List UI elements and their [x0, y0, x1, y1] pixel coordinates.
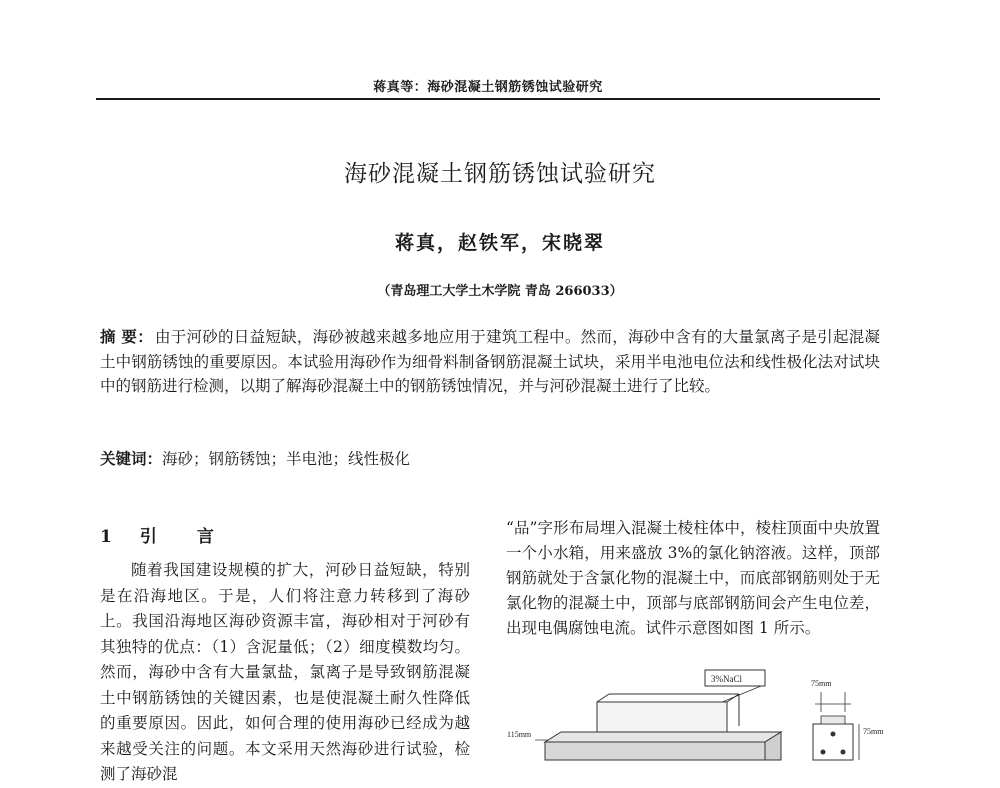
running-header: 蒋真等：海砂混凝土钢筋锈蚀试验研究 [373, 80, 603, 95]
tank-edge [727, 694, 739, 702]
figure-1 [505, 662, 890, 760]
section-title: 引言 [139, 527, 254, 547]
authors: 蒋真，赵铁军，宋晓翠 [394, 232, 605, 254]
rebar-bottom-right [841, 750, 846, 755]
abstract-text: 由于河砂的日益短缺，海砂被越来越多地应用于建筑工程中。然而，海砂中含有的大量氯离子是引起混凝土中钢筋锈蚀的重要原因。本试验用海砂作为细骨料制备钢筋混凝土试块，采用半电池电位法和线性极化法对试块中的钢筋进行检测，以期了解海砂混凝土中的钢筋锈蚀情况，并与河砂混凝土进行了比较。 [100, 328, 880, 395]
keywords-label: 关键词： [100, 449, 163, 468]
dim-left-label: 115mm [507, 730, 532, 739]
rebar-top [831, 732, 836, 737]
prism-front [545, 742, 765, 760]
cross-section [813, 724, 853, 760]
left-column [100, 558, 470, 783]
dim-right-label: 75mm [863, 727, 884, 736]
abstract [100, 325, 880, 399]
dim-top-label: 75mm [811, 679, 832, 688]
keywords [100, 447, 880, 471]
section-number: 1 [100, 527, 112, 547]
water-tank [597, 702, 727, 734]
paper-title: 海砂混凝土钢筋锈蚀试验研究 [344, 161, 656, 187]
specimen-diagram [505, 662, 890, 760]
section-heading [100, 522, 254, 547]
right-column [506, 516, 880, 641]
left-column-paragraph: 随着我国建设规模的扩大，河砂日益短缺，特别是在沿海地区。于是，人们将注意力转移到了海砂上。我国沿海地区海砂资源丰富，海砂相对于河砂有其独特的优点：（1）含泥量低；（2）细度模数均匀。然而，海砂中含有大量氯盐，氯离子是导致钢筋混凝土中钢筋锈蚀的关键因素，也是使混凝土耐久性降低的重要原因。因此，如何合理的使用海砂已经成为越来越受关注的问题。本文采用天然海砂进行试验，检测了海砂混 [100, 561, 470, 783]
keywords-text: 海砂；钢筋锈蚀；半电池；线性极化 [162, 450, 411, 468]
right-column-paragraph: “品”字形布局埋入混凝土棱柱体中，棱柱顶面中央放置一个小水箱，用来盛放 3%的氯化钠溶液。这样，顶部钢筋就处于含氯化物的混凝土中，而底部钢筋则处于无氯化物的混凝土中，顶部与底部钢筋间会产生电位差，出现电偶腐蚀电流。试件示意图如图 1 所示。 [506, 519, 880, 637]
affiliation: （青岛理工大学土木学院 青岛 266033） [377, 284, 623, 299]
header-rule [96, 98, 880, 100]
tank-edge [597, 694, 609, 702]
nacl-label: 3%NaCl [711, 674, 742, 684]
abstract-label: 摘 要： [100, 327, 153, 346]
cross-section-tank [821, 716, 845, 724]
prism-top [545, 732, 781, 742]
rebar-bottom-left [821, 750, 826, 755]
